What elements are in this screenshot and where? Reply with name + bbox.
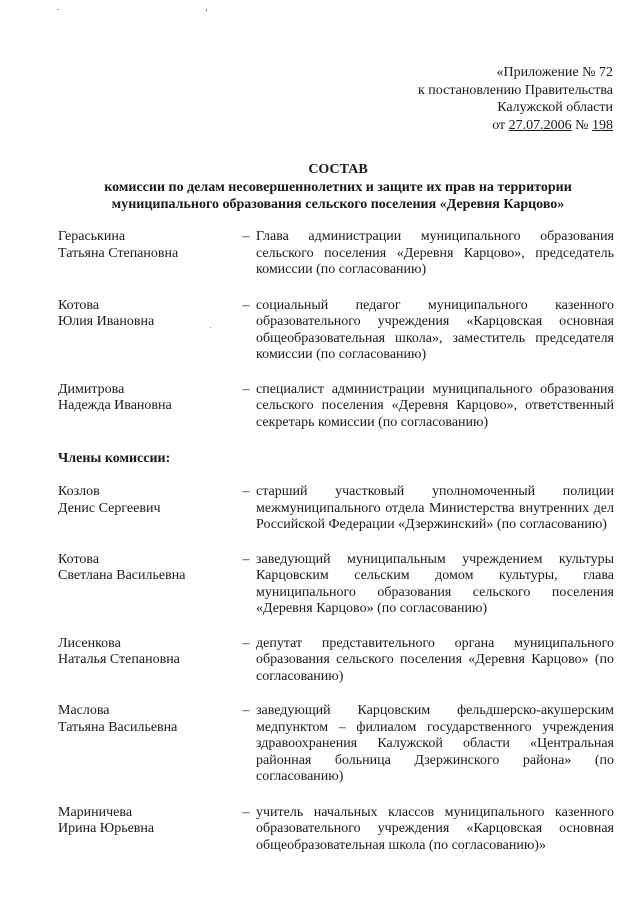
member-surname: Лисенкова (58, 635, 121, 651)
appendix-date-line (418, 117, 613, 135)
member-given-name: Ирина Юрьевна (58, 821, 155, 836)
member-role: старший участковый уполномоченный полиции межмуниципального отдела Министерства внутренних дел Российской Федерации «Дзержинский» (по согласованию) (256, 484, 614, 532)
member-row (58, 552, 614, 618)
member-given-name: Татьяна Васильевна (58, 719, 178, 735)
member-surname: Мариничева (58, 804, 133, 820)
member-role: заведующий муниципальным учреждением культуры Карцовским сельским домом культуры, глава муниципального образования сельского поселения «Деревня Карцово» (по согласованию) (256, 551, 614, 616)
member-given-name: Татьяна Степановна (58, 245, 179, 261)
member-given-name: Наталья Степановна (58, 652, 180, 667)
document-title (60, 161, 616, 214)
member-given-name: Светлана Васильевна (58, 568, 186, 583)
member-name (58, 382, 236, 432)
member-surname: Козлов (58, 484, 100, 499)
member-given-name: Денис Сергеевич (58, 500, 161, 516)
member-row (58, 229, 614, 279)
member-dash: – (242, 635, 250, 651)
member-name (58, 484, 236, 534)
appendix-number: 198 (592, 117, 613, 133)
member-name (58, 298, 236, 364)
member-role: заведующий Карцовским фельдшерско-акушерским медпунктом – филиалом государственного учреждения здравоохранения Калужской области «Центральная районная больница Дзержинского района» (по согласованию) (256, 703, 614, 784)
member-surname: Котова (58, 297, 100, 313)
title-line: комиссии по делам несовершеннолетних и защите их прав на территории (104, 179, 572, 195)
member-dash: – (242, 229, 250, 244)
member-row (58, 805, 614, 855)
member-dash: – (242, 804, 250, 820)
member-role: учитель начальных классов муниципального казенного образовательного учреждения «Карцовская основная общеобразовательная школа (по согласованию)» (256, 804, 614, 853)
appendix-date: 27.07.2006 (508, 117, 572, 133)
member-row (58, 636, 614, 686)
commission-list (58, 229, 614, 854)
member-surname: Маслова (58, 703, 110, 718)
members-heading: Члены комиссии: (58, 451, 171, 466)
member-dash: – (242, 297, 250, 313)
member-surname: Димитрова (58, 381, 125, 397)
member-surname: Гераськина (58, 229, 126, 244)
member-name (58, 805, 236, 855)
member-role: Глава администрации муниципального образования сельского поселения «Деревня Карцово», председатель комиссии (по согласованию) (256, 229, 614, 277)
scan-speck (57, 9, 59, 10)
member-role: депутат представительного органа муниципального образования сельского поселения «Деревня Карцово» (по согласованию) (256, 635, 614, 684)
member-given-name: Юлия Ивановна (58, 314, 155, 329)
member-name (58, 703, 236, 786)
member-dash: – (242, 703, 250, 718)
appendix-block (418, 64, 613, 134)
member-dash: – (242, 551, 250, 567)
member-row (58, 382, 614, 432)
appendix-line: к постановлению Правительства (417, 82, 613, 98)
member-given-name: Надежда Ивановна (58, 398, 172, 413)
member-name (58, 229, 236, 279)
title-line: муниципального образования сельского поселения «Деревня Карцово» (111, 197, 565, 212)
scan-speck (206, 9, 207, 12)
appendix-line: «Приложение № 72 (496, 65, 613, 80)
member-dash: – (242, 484, 250, 499)
member-dash: – (242, 381, 250, 397)
appendix-line: Калужской области (497, 100, 613, 115)
member-name (58, 636, 236, 686)
member-row (58, 703, 614, 786)
title-heading: СОСТАВ (308, 162, 368, 177)
member-role: специалист администрации муниципального образования сельского поселения «Деревня Карцово», ответственный секретарь комиссии (по согласованию) (256, 381, 614, 430)
appendix-number-sign: № (571, 117, 592, 133)
member-row (58, 484, 614, 534)
member-name (58, 552, 236, 618)
member-surname: Котова (58, 551, 100, 567)
member-role: социальный педагог муниципального казенного образовательного учреждения «Карцовская основная общеобразовательная школа», заместитель председателя комиссии (по согласованию) (256, 297, 614, 362)
appendix-date-prefix: от (492, 117, 509, 133)
member-row (58, 298, 614, 364)
